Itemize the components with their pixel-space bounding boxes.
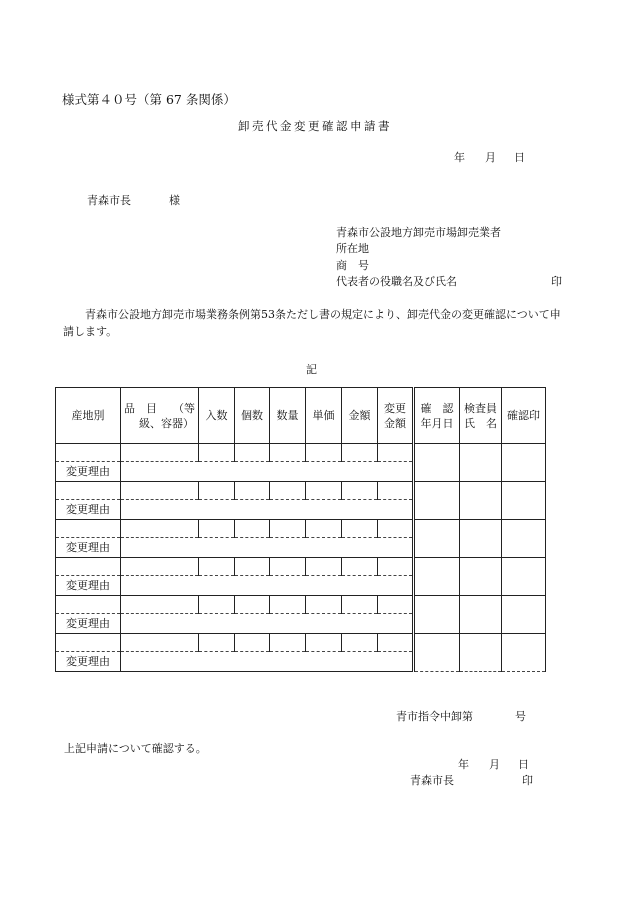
header-confirm-seal: 確認印 — [502, 388, 546, 444]
applicant-trade-name-label: 商 号 — [336, 259, 369, 272]
inspector-cell[interactable] — [460, 634, 502, 672]
confirmation-text: 上記申請について確認する。 — [64, 742, 207, 755]
entry-cell[interactable] — [342, 558, 378, 576]
confirm-date-cell[interactable] — [414, 520, 460, 558]
ki-label: 記 — [306, 363, 317, 376]
change-reason-label: 変更理由 — [56, 652, 121, 672]
inspector-cell[interactable] — [460, 482, 502, 520]
confirm-seal-cell[interactable] — [502, 520, 546, 558]
header-unit-price: 単価 — [306, 388, 342, 444]
document-title: 卸売代金変更確認申請書 — [238, 119, 392, 133]
confirm-date-cell[interactable] — [414, 482, 460, 520]
confirm-date-cell[interactable] — [414, 596, 460, 634]
entry-cell[interactable] — [56, 520, 121, 538]
header-pieces: 個数 — [235, 388, 270, 444]
header-quantity: 数量 — [270, 388, 306, 444]
entry-cell[interactable] — [199, 634, 235, 652]
header-change-amount — [378, 388, 414, 444]
confirmation-date — [458, 756, 529, 772]
date-year-label: 年 — [454, 151, 465, 164]
header-confirm-date — [414, 388, 460, 444]
header-item-label: 品 目 — [124, 401, 157, 415]
table-row — [56, 520, 546, 538]
header-item-grade-open: （等 — [173, 401, 195, 415]
entry-cell[interactable] — [199, 482, 235, 500]
header-item — [121, 388, 199, 444]
table-row — [56, 482, 546, 500]
table-header-row — [56, 388, 546, 444]
goods-table — [55, 387, 546, 672]
table-row — [56, 444, 546, 462]
table-row — [56, 596, 546, 614]
entry-cell[interactable] — [121, 444, 199, 462]
entry-cell[interactable] — [121, 558, 199, 576]
mayor-name: 青森市長 — [410, 774, 454, 787]
entry-cell[interactable] — [342, 634, 378, 652]
header-change-amount-line1: 変更 — [384, 401, 406, 415]
entry-cell[interactable] — [56, 444, 121, 462]
confirm-date-cell[interactable] — [414, 444, 460, 482]
change-reason-input[interactable] — [121, 576, 414, 596]
entry-cell[interactable] — [270, 444, 306, 462]
confirm-seal-cell[interactable] — [502, 558, 546, 596]
header-confirm-date-line2: 年月日 — [420, 416, 454, 430]
applicant-address-label: 所在地 — [336, 242, 369, 255]
entry-cell[interactable] — [270, 482, 306, 500]
entry-cell[interactable] — [306, 596, 342, 614]
header-inspector — [460, 388, 502, 444]
table-row — [56, 634, 546, 652]
change-reason-input[interactable] — [121, 538, 414, 558]
entry-cell[interactable] — [235, 520, 270, 538]
header-count: 入数 — [199, 388, 235, 444]
addressee — [87, 192, 180, 208]
confirm-seal-cell[interactable] — [502, 596, 546, 634]
entry-cell[interactable] — [306, 634, 342, 652]
application-date — [454, 149, 525, 165]
inspector-cell[interactable] — [460, 444, 502, 482]
change-reason-label: 変更理由 — [56, 462, 121, 482]
header-inspector-line1: 検査員 — [464, 401, 497, 415]
addressee-name: 青森市長 — [87, 194, 131, 207]
confirm-seal-cell[interactable] — [502, 444, 546, 482]
entry-cell[interactable] — [270, 596, 306, 614]
header-inspector-line2: 氏 名 — [464, 416, 497, 430]
change-reason-label: 変更理由 — [56, 500, 121, 520]
header-item-grade: 級、容器） — [139, 416, 194, 430]
change-reason-input[interactable] — [121, 652, 414, 672]
entry-cell[interactable] — [342, 596, 378, 614]
entry-cell[interactable] — [199, 558, 235, 576]
entry-cell[interactable] — [306, 520, 342, 538]
table-row — [56, 558, 546, 576]
entry-cell[interactable] — [235, 558, 270, 576]
entry-cell[interactable] — [306, 558, 342, 576]
change-reason-label: 変更理由 — [56, 576, 121, 596]
entry-cell[interactable] — [342, 482, 378, 500]
entry-cell[interactable] — [378, 482, 414, 500]
entry-cell[interactable] — [199, 596, 235, 614]
entry-cell[interactable] — [56, 596, 121, 614]
entry-cell[interactable] — [235, 482, 270, 500]
entry-cell[interactable] — [378, 444, 414, 462]
change-reason-label: 変更理由 — [56, 614, 121, 634]
confirm-seal-cell[interactable] — [502, 482, 546, 520]
date-month-label: 月 — [485, 151, 496, 164]
entry-cell[interactable] — [121, 520, 199, 538]
entry-cell[interactable] — [378, 520, 414, 538]
date-day-label: 日 — [514, 151, 525, 164]
approval-number-suffix: 号 — [515, 710, 526, 723]
approval-number — [396, 708, 526, 724]
entry-cell[interactable] — [342, 520, 378, 538]
entry-cell[interactable] — [235, 596, 270, 614]
applicant-representative-label: 代表者の役職名及び氏名 — [336, 275, 457, 288]
applicant-organization: 青森市公設地方卸売市場卸売業者 — [336, 226, 501, 239]
confirm-seal-cell[interactable] — [502, 634, 546, 672]
header-origin: 産地別 — [56, 388, 121, 444]
confirm-date-cell[interactable] — [414, 558, 460, 596]
change-reason-input[interactable] — [121, 614, 414, 634]
entry-cell[interactable] — [56, 634, 121, 652]
mayor-signature — [410, 772, 533, 788]
entry-cell[interactable] — [378, 634, 414, 652]
application-body-text: 青森市公設地方卸売市場業務条例第53条ただし書の規定により、卸売代金の変更確認について申請します。 — [63, 308, 561, 338]
entry-cell[interactable] — [342, 444, 378, 462]
inspector-cell[interactable] — [460, 558, 502, 596]
inspector-cell[interactable] — [460, 520, 502, 558]
change-reason-input[interactable] — [121, 500, 414, 520]
form-number: 様式第４０号（第 67 条関係） — [62, 92, 236, 107]
mayor-seal-mark: 印 — [522, 774, 533, 787]
entry-cell[interactable] — [306, 444, 342, 462]
confirm-date-month-label: 月 — [489, 758, 500, 771]
entry-cell[interactable] — [270, 558, 306, 576]
applicant-seal-mark: 印 — [551, 275, 562, 288]
entry-cell[interactable] — [56, 558, 121, 576]
change-reason-input[interactable] — [121, 462, 414, 482]
entry-cell[interactable] — [121, 596, 199, 614]
approval-number-prefix: 青市指令中卸第 — [396, 710, 473, 723]
inspector-cell[interactable] — [460, 596, 502, 634]
header-change-amount-line2: 金額 — [384, 416, 406, 430]
entry-cell[interactable] — [378, 596, 414, 614]
confirm-date-day-label: 日 — [518, 758, 529, 771]
header-amount: 金額 — [342, 388, 378, 444]
header-confirm-date-line1: 確 認 — [420, 401, 454, 415]
entry-cell[interactable] — [235, 634, 270, 652]
entry-cell[interactable] — [306, 482, 342, 500]
entry-cell[interactable] — [56, 482, 121, 500]
entry-cell[interactable] — [270, 520, 306, 538]
entry-cell[interactable] — [270, 634, 306, 652]
entry-cell[interactable] — [121, 482, 199, 500]
addressee-honorific: 様 — [169, 194, 180, 207]
confirm-date-cell[interactable] — [414, 634, 460, 672]
entry-cell[interactable] — [199, 520, 235, 538]
entry-cell[interactable] — [378, 558, 414, 576]
entry-cell[interactable] — [121, 634, 199, 652]
confirm-date-year-label: 年 — [458, 758, 469, 771]
change-reason-label: 変更理由 — [56, 538, 121, 558]
entry-cell[interactable] — [235, 444, 270, 462]
entry-cell[interactable] — [199, 444, 235, 462]
